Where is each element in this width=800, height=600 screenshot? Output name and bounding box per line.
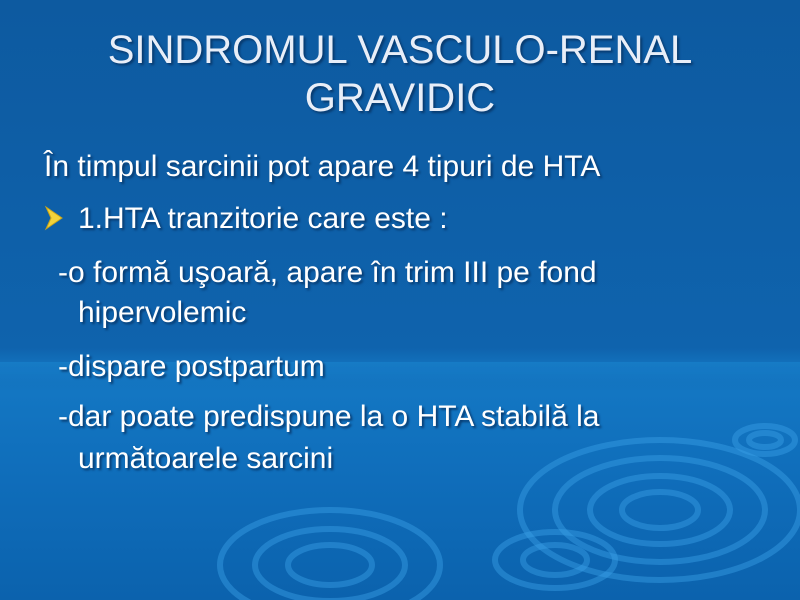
item-2: -dispare postpartum [58,350,325,383]
item-3-line-2: următoarele sarcini [78,442,334,475]
slide-title [40,26,760,122]
item-1-line-2: hipervolemic [78,296,247,329]
bullet-text: 1.HTA tranzitorie care este : [78,202,448,235]
intro-text: În timpul sarcinii pot apare 4 tipuri de HTA [44,150,601,183]
arrow-bullet-icon [44,205,64,231]
title-line-1: SINDROMUL VASCULO-RENAL [107,28,693,72]
item-1-line-1: -o formă uşoară, apare în trim III pe fond [58,256,597,289]
title-line-2: GRAVIDIC [304,76,496,120]
item-3-line-1: -dar poate predispune la o HTA stabilă la [58,400,600,433]
